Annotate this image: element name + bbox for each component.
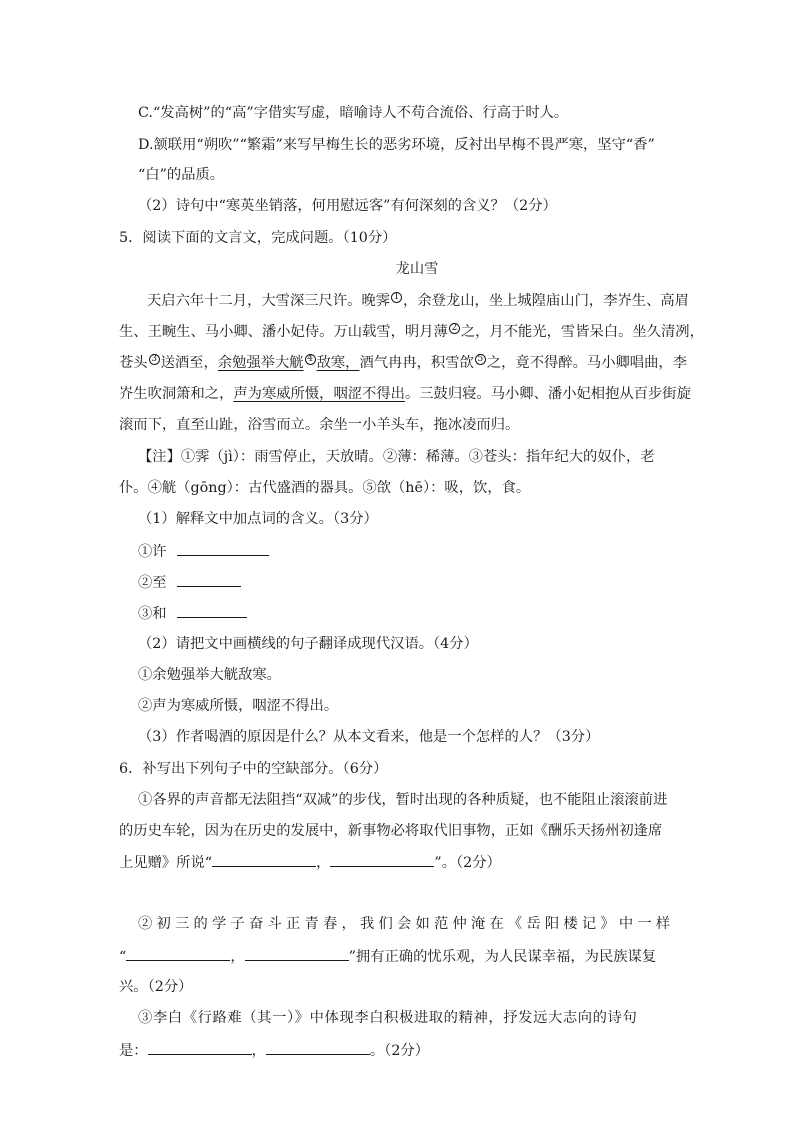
question-4-2: （2）诗句中“寒英坐销落，何用慰远客”有何深刻的含义？（2分） [138,198,557,214]
option-d-line2: “白”的品质。 [138,167,225,183]
footnote-marker-2: 2 [449,323,460,334]
word-item-3: ③和 [0,603,794,624]
answer-blank[interactable] [177,572,241,587]
passage-line5: 滚而下，直至山趾，浴雪而立。余坐一小羊头车，拖冰凌而归。 [119,417,520,433]
answer-blank[interactable] [245,946,349,961]
question-6-heading: 6．补写出下列句子中的空缺部分。（6分） [119,761,388,777]
fill-item-1-line1: ①各界的声音都无法阻挡“双减”的步伐，暂时出现的各种质疑，也不能阻止滚滚前进 [138,792,668,808]
annotation-line2: 仆。④觥（gōng）：古代盛酒的器具。⑤欱（hē）：吸，饮，食。 [119,480,531,496]
fill-item-2-line1: ②初三的学子奋斗正青春，我们会如范仲淹在《岳阳楼记》中一样 [138,916,675,932]
footnote-marker-3: 3 [149,354,160,365]
fill-item-3-line1: ③李白《行路难（其一）》中体现李白积极进取的精神，抒发远大志向的诗句 [138,1010,638,1026]
footnote-marker-5: 5 [475,354,486,365]
underlined-sentence-2: 声为寒威所慑，咽涩不得出 [233,386,405,402]
question-5-heading: 5．阅读下面的文言文，完成问题。（10分） [119,230,397,246]
fill-item-3-line2: 是： ， 。（2分） [0,1040,794,1061]
translate-sentence-2: ②声为寒威所慑，咽涩不得出。 [138,698,339,714]
answer-blank[interactable] [126,946,230,961]
option-d-line1: D.颔联用“朔吹”“繁霜”来写早梅生长的恶劣环境，反衬出早梅不畏严寒，坚守“香” [138,137,655,153]
passage-line2: 生、王畹生、马小卿、潘小妃侍。万山载雪，明月薄 $^2$ 之，月不能光，雪皆呆白。坐久清冽， [119,323,704,340]
word-item-1: ①许 [0,541,794,562]
translate-sentence-1: ①余勉强举大觥敌寒。 [138,667,281,683]
passage-title: 龙山雪 [395,261,439,277]
fill-item-2-line2: “ ， ”拥有正确的忧乐观，为人民谋幸福，为民族谋复 [0,946,794,967]
question-5-2: （2）请把文中画横线的句子翻译成现代汉语。（4分） [138,636,478,652]
answer-blank[interactable] [177,541,269,556]
annotation-line1: 【注】①霁（jì）：雨雪停止，天放晴。②薄：稀薄。③苍头：指年纪大的奴仆，老 [138,449,655,465]
passage-line1: 天启六年十二月，大雪深三尺许。晚霁 $^1$ ，余登龙山，坐上城隍庙山门，李岕生、高眉 [147,292,689,309]
word-item-2: ②至 [0,572,794,593]
option-c: C.“发高树”的“高”字借实写虚，暗喻诗人不苟合流俗、行高于时人。 [138,105,569,121]
question-5-1: （1）解释文中加点词的含义。（3分） [138,511,378,527]
fill-item-2-line3: 兴。（2分） [119,979,193,995]
answer-blank[interactable] [330,852,434,867]
question-5-3: （3）作者喝酒的原因是什么？从本文看来，他是一个怎样的人？（3分） [138,729,600,745]
underlined-sentence-1: 余勉强举大觥 $^4$ 敌寒， [217,354,360,371]
answer-blank[interactable] [177,603,247,618]
answer-blank[interactable] [266,1040,370,1055]
answer-blank[interactable] [212,852,316,867]
answer-blank[interactable] [148,1040,252,1055]
fill-item-1-line3: 上见赠》所说“ ， ”。（2分） [0,852,794,873]
passage-line3: 苍头 $^3$ 送酒至，余勉强举大觥 $^4$ 敌寒，酒气冉冉，积雪欱 $^5$ 之，竟不得醉。马小卿唱曲，李 [119,354,687,371]
footnote-marker-4: 4 [305,354,316,365]
footnote-marker-1: 1 [391,292,402,303]
passage-line4: 岕生吹洞箫和之，声为寒威所慑，咽涩不得出。三鼓归寝。马小卿、潘小妃相抱从百步街旋 [119,386,691,402]
fill-item-1-line2: 的历史车轮，因为在历史的发展中，新事物必将取代旧事物，正如《酬乐天扬州初逢席 [119,823,663,839]
